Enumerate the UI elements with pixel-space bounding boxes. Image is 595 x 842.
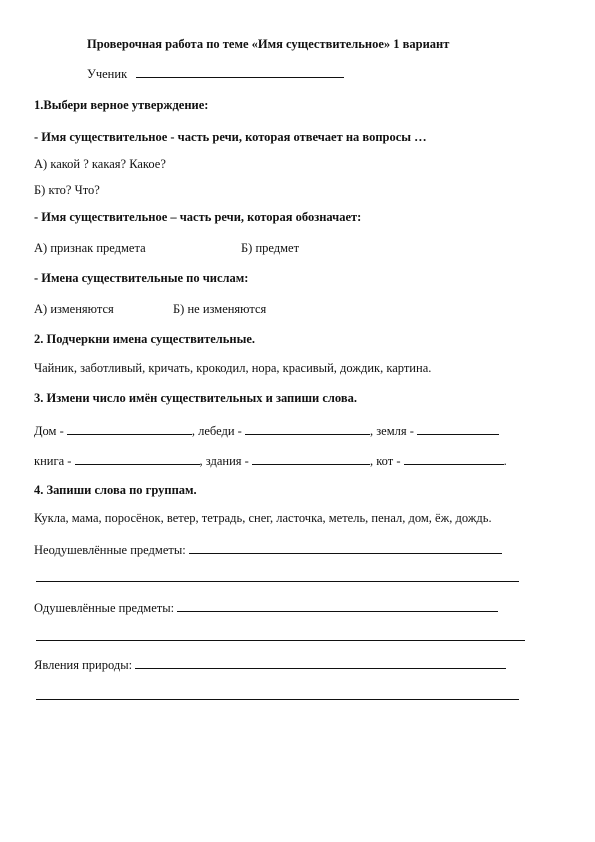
task3-answer-field[interactable] <box>75 453 200 465</box>
task3-answer-field[interactable] <box>67 423 192 435</box>
task1-q3-text: - Имена существительные по числам: <box>34 271 249 285</box>
group-answer-field[interactable] <box>189 542 502 554</box>
task4-group-inanimate <box>34 542 502 558</box>
student-label: Ученик <box>87 67 128 81</box>
task3-answer-field[interactable] <box>417 423 499 435</box>
task3-row1 <box>34 423 499 439</box>
task2-words[interactable]: Чайник, заботливый, кричать, крокодил, нора, красивый, дождик, картина. <box>34 361 432 375</box>
task3-row2 <box>34 453 507 469</box>
task3-word-kniga: книга - <box>34 454 72 468</box>
task3-heading: 3. Измени число имён существительных и запиши слова. <box>34 391 357 405</box>
answer-line[interactable] <box>36 640 525 641</box>
group-label-animate: Одушевлённые предметы: <box>34 601 175 615</box>
task4-heading: 4. Запиши слова по группам. <box>34 483 197 497</box>
task2-heading: 2. Подчеркни имена существительные. <box>34 332 256 346</box>
task1-q2-text: - Имя существительное – часть речи, которая обозначает: <box>34 210 362 224</box>
task1-q3-option-a[interactable]: А) изменяются <box>34 302 114 316</box>
task3-row-end: . <box>503 454 507 468</box>
task3-answer-field[interactable] <box>404 453 504 465</box>
task4-group-nature <box>34 657 506 673</box>
answer-line[interactable] <box>36 699 519 700</box>
answer-line[interactable] <box>36 581 519 582</box>
task1-q3-option-b[interactable]: Б) не изменяются <box>173 302 267 316</box>
task3-answer-field[interactable] <box>245 423 370 435</box>
task3-word-lebedi: , лебеди - <box>191 424 242 438</box>
page-title: Проверочная работа по теме «Имя существительное» 1 вариант <box>87 37 450 51</box>
group-answer-field[interactable] <box>135 657 506 669</box>
task3-word-kot: , кот - <box>369 454 401 468</box>
task1-q1-option-b[interactable]: Б) кто? Что? <box>34 183 100 197</box>
task3-word-zdaniya: , здания - <box>199 454 249 468</box>
group-label-inanimate: Неодушевлённые предметы: <box>34 543 186 557</box>
group-label-nature: Явления природы: <box>34 658 133 672</box>
task1-q1-text: - Имя существительное - часть речи, которая отвечает на вопросы … <box>34 130 427 144</box>
task1-q2-option-b[interactable]: Б) предмет <box>241 241 300 255</box>
task3-word-dom: Дом - <box>34 424 64 438</box>
group-answer-field[interactable] <box>177 600 498 612</box>
task3-word-zemlya: , земля - <box>369 424 414 438</box>
task4-words: Кукла, мама, поросёнок, ветер, тетрадь, снег, ласточка, метель, пенал, дом, ёж, дождь. <box>34 511 492 525</box>
student-name-row <box>87 66 344 82</box>
task4-group-animate <box>34 600 498 616</box>
task3-answer-field[interactable] <box>252 453 370 465</box>
task1-q1-option-a[interactable]: А) какой ? какая? Какое? <box>34 157 166 171</box>
student-name-field[interactable] <box>136 66 344 78</box>
task1-q2-option-a[interactable]: А) признак предмета <box>34 241 146 255</box>
task1-heading: 1.Выбери верное утверждение: <box>34 98 209 112</box>
